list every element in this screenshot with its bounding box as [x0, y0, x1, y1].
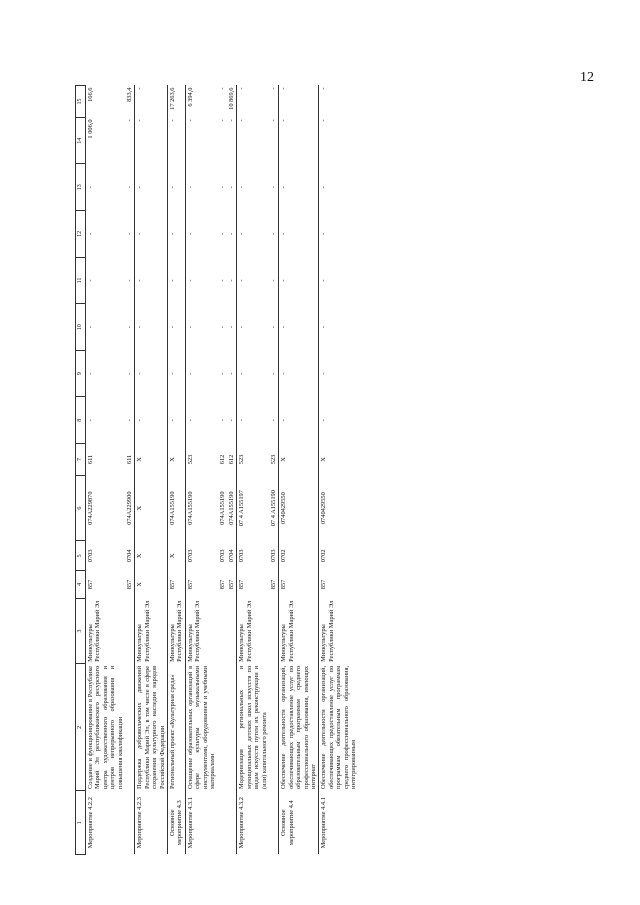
table-cell: -: [168, 304, 186, 351]
table-cell: 0703: [237, 541, 269, 571]
table-cell: -: [269, 186, 277, 189]
table-cell: 17 263,6: [168, 86, 186, 118]
table-cell: [227, 791, 237, 855]
table-cell: -: [319, 397, 359, 444]
table-cell: Минкультуры Республики Марий Эл: [319, 598, 359, 664]
table-cell: 074A155190: [218, 491, 226, 525]
table-cell: 857: [218, 579, 226, 590]
header-cell: 4: [76, 571, 86, 599]
table-cell: -: [227, 186, 235, 189]
table-cell: Х: [168, 541, 186, 571]
table-cell: -: [269, 372, 277, 375]
table-cell: Обеспечение деятельности организаций, обеспечивающих предоставление услуг по образовательным программам среднего профессионального образования, имеющих интернат: [280, 665, 317, 789]
table-cell: -: [227, 279, 235, 282]
table-cell: -: [86, 257, 126, 304]
table-cell: -: [86, 397, 126, 444]
table-cell: -: [237, 86, 269, 118]
table-cell: 857: [279, 571, 319, 599]
table-cell: 857: [168, 571, 186, 599]
table-cell: -: [279, 211, 319, 258]
table-cell: 523: [185, 444, 217, 476]
table-cell: -: [319, 86, 359, 118]
table-cell: -: [319, 211, 359, 258]
table-row: [227, 86, 237, 855]
table-cell: 0703: [185, 541, 217, 571]
table-cell: 857: [126, 579, 134, 590]
table-cell: -: [279, 350, 319, 397]
rotated-table-container: [75, 85, 615, 855]
header-cell: 6: [76, 475, 86, 541]
table-cell: Минкультуры Республики Марий Эл: [86, 598, 126, 664]
table-cell: 07 4 A155197: [237, 475, 269, 541]
table-cell: [227, 664, 237, 791]
table-cell: -: [218, 232, 226, 235]
table-cell: -: [269, 87, 277, 90]
table-cell: Региональный проект «Культурная среда»: [168, 664, 186, 791]
table-cell: 6 394,0: [185, 86, 217, 118]
table-cell: -: [168, 164, 186, 211]
table-cell: 074A229870: [86, 475, 126, 541]
table-body: [86, 86, 359, 855]
table-cell: 166,6: [86, 86, 126, 118]
table-cell: -: [185, 257, 217, 304]
table-cell: 10 869,6: [227, 87, 235, 110]
table-cell: 0702: [279, 541, 319, 571]
table-cell: 074A155190: [185, 475, 217, 541]
table-cell: 0703: [218, 549, 226, 563]
header-cell: 14: [76, 117, 86, 164]
table-cell: -: [237, 164, 269, 211]
table-cell: Мероприятие 4.3.1: [185, 791, 217, 855]
table-cell: Х: [135, 571, 168, 599]
table-cell: Минкультуры Республики Марий Эл: [185, 598, 217, 664]
table-cell: 833,4: [126, 87, 134, 102]
table-cell: -: [319, 117, 359, 164]
table-cell: -: [279, 397, 319, 444]
table-cell: -: [237, 211, 269, 258]
table-cell: 0704: [126, 549, 134, 563]
table-cell: -: [269, 119, 277, 122]
table-cell: -: [237, 350, 269, 397]
table-cell: [227, 598, 237, 664]
table-cell: -: [227, 419, 235, 422]
table-cell: 0704: [227, 549, 235, 563]
table-cell: Х: [319, 444, 359, 476]
table-cell: 07 4 A155190: [269, 490, 277, 527]
table-cell: -: [86, 211, 126, 258]
table-cell: -: [237, 257, 269, 304]
table-cell: -: [227, 372, 235, 375]
table-cell: -: [135, 211, 168, 258]
table-cell: -: [319, 350, 359, 397]
table-cell: -: [237, 304, 269, 351]
table-cell: Модернизация региональных и муниципальных детских школ искусств по видам искусств путем их реконструкции и (или) капитального ремонта: [238, 665, 268, 789]
budget-table: [75, 85, 358, 855]
table-cell: -: [168, 350, 186, 397]
table-cell: -: [279, 164, 319, 211]
table-cell: [218, 791, 227, 855]
header-cell: 7: [76, 444, 86, 476]
page-number: 12: [580, 70, 594, 85]
table-cell: 857: [237, 571, 269, 599]
table-row: [279, 86, 319, 855]
table-cell: -: [218, 279, 226, 282]
table-cell: 0740429550: [279, 475, 319, 541]
table-cell: -: [168, 117, 186, 164]
table-cell: -: [319, 164, 359, 211]
table-cell: -: [227, 232, 235, 235]
table-cell: -: [218, 326, 226, 329]
table-cell: Основное мероприятие 4.3: [168, 791, 186, 855]
table-cell: -: [168, 257, 186, 304]
table-cell: 857: [319, 571, 359, 599]
table-cell: 523: [237, 444, 269, 476]
table-cell: -: [237, 117, 269, 164]
table-cell: -: [279, 117, 319, 164]
table-cell: Х: [279, 444, 319, 476]
header-cell: 13: [76, 164, 86, 211]
table-cell: -: [86, 164, 126, 211]
table-cell: [125, 664, 135, 791]
table-cell: Минкультуры Республики Марий Эл: [237, 598, 269, 664]
table-cell: -: [269, 279, 277, 282]
table-cell: -: [279, 257, 319, 304]
table-cell: -: [135, 86, 168, 118]
table-row: [237, 86, 269, 855]
table-cell: -: [279, 304, 319, 351]
table-cell: Минкультуры Республики Марий Эл: [168, 598, 186, 664]
table-cell: [125, 791, 135, 855]
table-row: [185, 86, 217, 855]
table-cell: 611: [126, 454, 134, 465]
table-cell: -: [269, 326, 277, 329]
table-cell: -: [319, 304, 359, 351]
table-cell: Минкультуры Республики Марий Эл: [135, 598, 168, 664]
header-cell: 1: [76, 791, 86, 855]
table-cell: 0703: [269, 549, 277, 563]
table-cell: 523: [269, 454, 277, 465]
table-cell: Х: [135, 475, 168, 541]
table-cell: -: [227, 119, 235, 122]
header-cell: 8: [76, 397, 86, 444]
table-cell: -: [135, 350, 168, 397]
table-cell: -: [279, 86, 319, 118]
header-cell: 11: [76, 257, 86, 304]
table-cell: -: [135, 304, 168, 351]
table-cell: [218, 598, 227, 664]
header-cell: 10: [76, 304, 86, 351]
table-cell: -: [126, 372, 134, 375]
table-cell: -: [168, 397, 186, 444]
table-header: [76, 86, 86, 855]
table-cell: [125, 598, 135, 664]
table-row: [218, 86, 227, 855]
table-cell: -: [126, 279, 134, 282]
table-cell: Х: [135, 444, 168, 476]
table-cell: Создание и функционирование в Республике Марий Эл республиканского ресурсного центра художественного образования и центров непрерывного образования и повышения квалификации: [87, 665, 124, 789]
table-cell: -: [168, 211, 186, 258]
table-cell: [269, 791, 279, 855]
table-row: [269, 86, 279, 855]
header-cell: 15: [76, 86, 86, 118]
table-cell: Поддержка добровольческих движений Республики Марий Эл, в том числе в сфере сохранения культурного наследия народов Российской Федерации: [136, 665, 166, 789]
table-cell: 1 006,0: [86, 117, 126, 164]
table-cell: [269, 598, 279, 664]
table-cell: [218, 664, 227, 791]
table-cell: 0703: [86, 541, 126, 571]
table-row: [168, 86, 186, 855]
table-cell: Мероприятие 4.2.3: [135, 791, 168, 855]
table-cell: 0740429550: [319, 475, 359, 541]
table-cell: Х: [168, 444, 186, 476]
table-cell: 074A155190: [227, 491, 235, 525]
table-cell: 857: [269, 579, 277, 590]
header-cell: 2: [76, 664, 86, 791]
header-cell: 3: [76, 598, 86, 664]
table-cell: Основное мероприятие 4.4: [279, 791, 319, 855]
table-cell: -: [218, 419, 226, 422]
table-cell: 612: [218, 454, 226, 465]
table-cell: Мероприятие 4.2.2: [86, 791, 126, 855]
header-cell: 5: [76, 541, 86, 571]
table-cell: -: [135, 397, 168, 444]
table-cell: -: [135, 164, 168, 211]
table-cell: 857: [86, 571, 126, 599]
table-cell: Обеспечение деятельности организаций, обеспечивающих предоставление услуг по программам обязательным программам среднего профессионального образования, интегрированным: [320, 665, 357, 789]
table-row: [135, 86, 168, 855]
table-cell: -: [218, 119, 226, 122]
table-cell: 0702: [319, 541, 359, 571]
table-cell: Мероприятие 4.4.1: [319, 791, 359, 855]
table-cell: -: [185, 211, 217, 258]
table-cell: Х: [135, 541, 168, 571]
table-cell: 074A155190: [168, 475, 186, 541]
table-cell: [269, 664, 279, 791]
table-cell: -: [218, 186, 226, 189]
table-cell: -: [126, 232, 134, 235]
table-cell: 857: [227, 579, 235, 590]
table-cell: -: [185, 304, 217, 351]
table-cell: -: [126, 186, 134, 189]
table-cell: -: [86, 350, 126, 397]
table-cell: -: [185, 397, 217, 444]
header-cell: 9: [76, 350, 86, 397]
table-cell: -: [135, 257, 168, 304]
table-cell: -: [218, 372, 226, 375]
table-cell: Минкультуры Республики Марий Эл: [279, 598, 319, 664]
table-cell: -: [126, 326, 134, 329]
table-cell: Мероприятие 4.3.2: [237, 791, 269, 855]
table-cell: 611: [86, 444, 126, 476]
table-cell: -: [126, 419, 134, 422]
table-cell: -: [237, 397, 269, 444]
table-cell: -: [86, 304, 126, 351]
table-cell: 857: [185, 571, 217, 599]
table-row: [319, 86, 359, 855]
header-cell: 12: [76, 211, 86, 258]
table-cell: 612: [227, 454, 235, 465]
table-cell: 074A229900: [126, 491, 134, 525]
table-cell: -: [185, 350, 217, 397]
table-cell: -: [227, 326, 235, 329]
table-row: [86, 86, 126, 855]
table-cell: Оснащение образовательных организаций в сфере культуры музыкальными инструментами, оборудованием и учебными материалами: [186, 665, 217, 789]
table-cell: -: [218, 87, 226, 90]
table-cell: -: [185, 164, 217, 211]
table-cell: -: [126, 119, 134, 122]
table-cell: -: [269, 419, 277, 422]
table-cell: -: [269, 232, 277, 235]
table-cell: -: [319, 257, 359, 304]
table-cell: -: [185, 117, 217, 164]
table-cell: -: [135, 117, 168, 164]
table-row: [125, 86, 135, 855]
